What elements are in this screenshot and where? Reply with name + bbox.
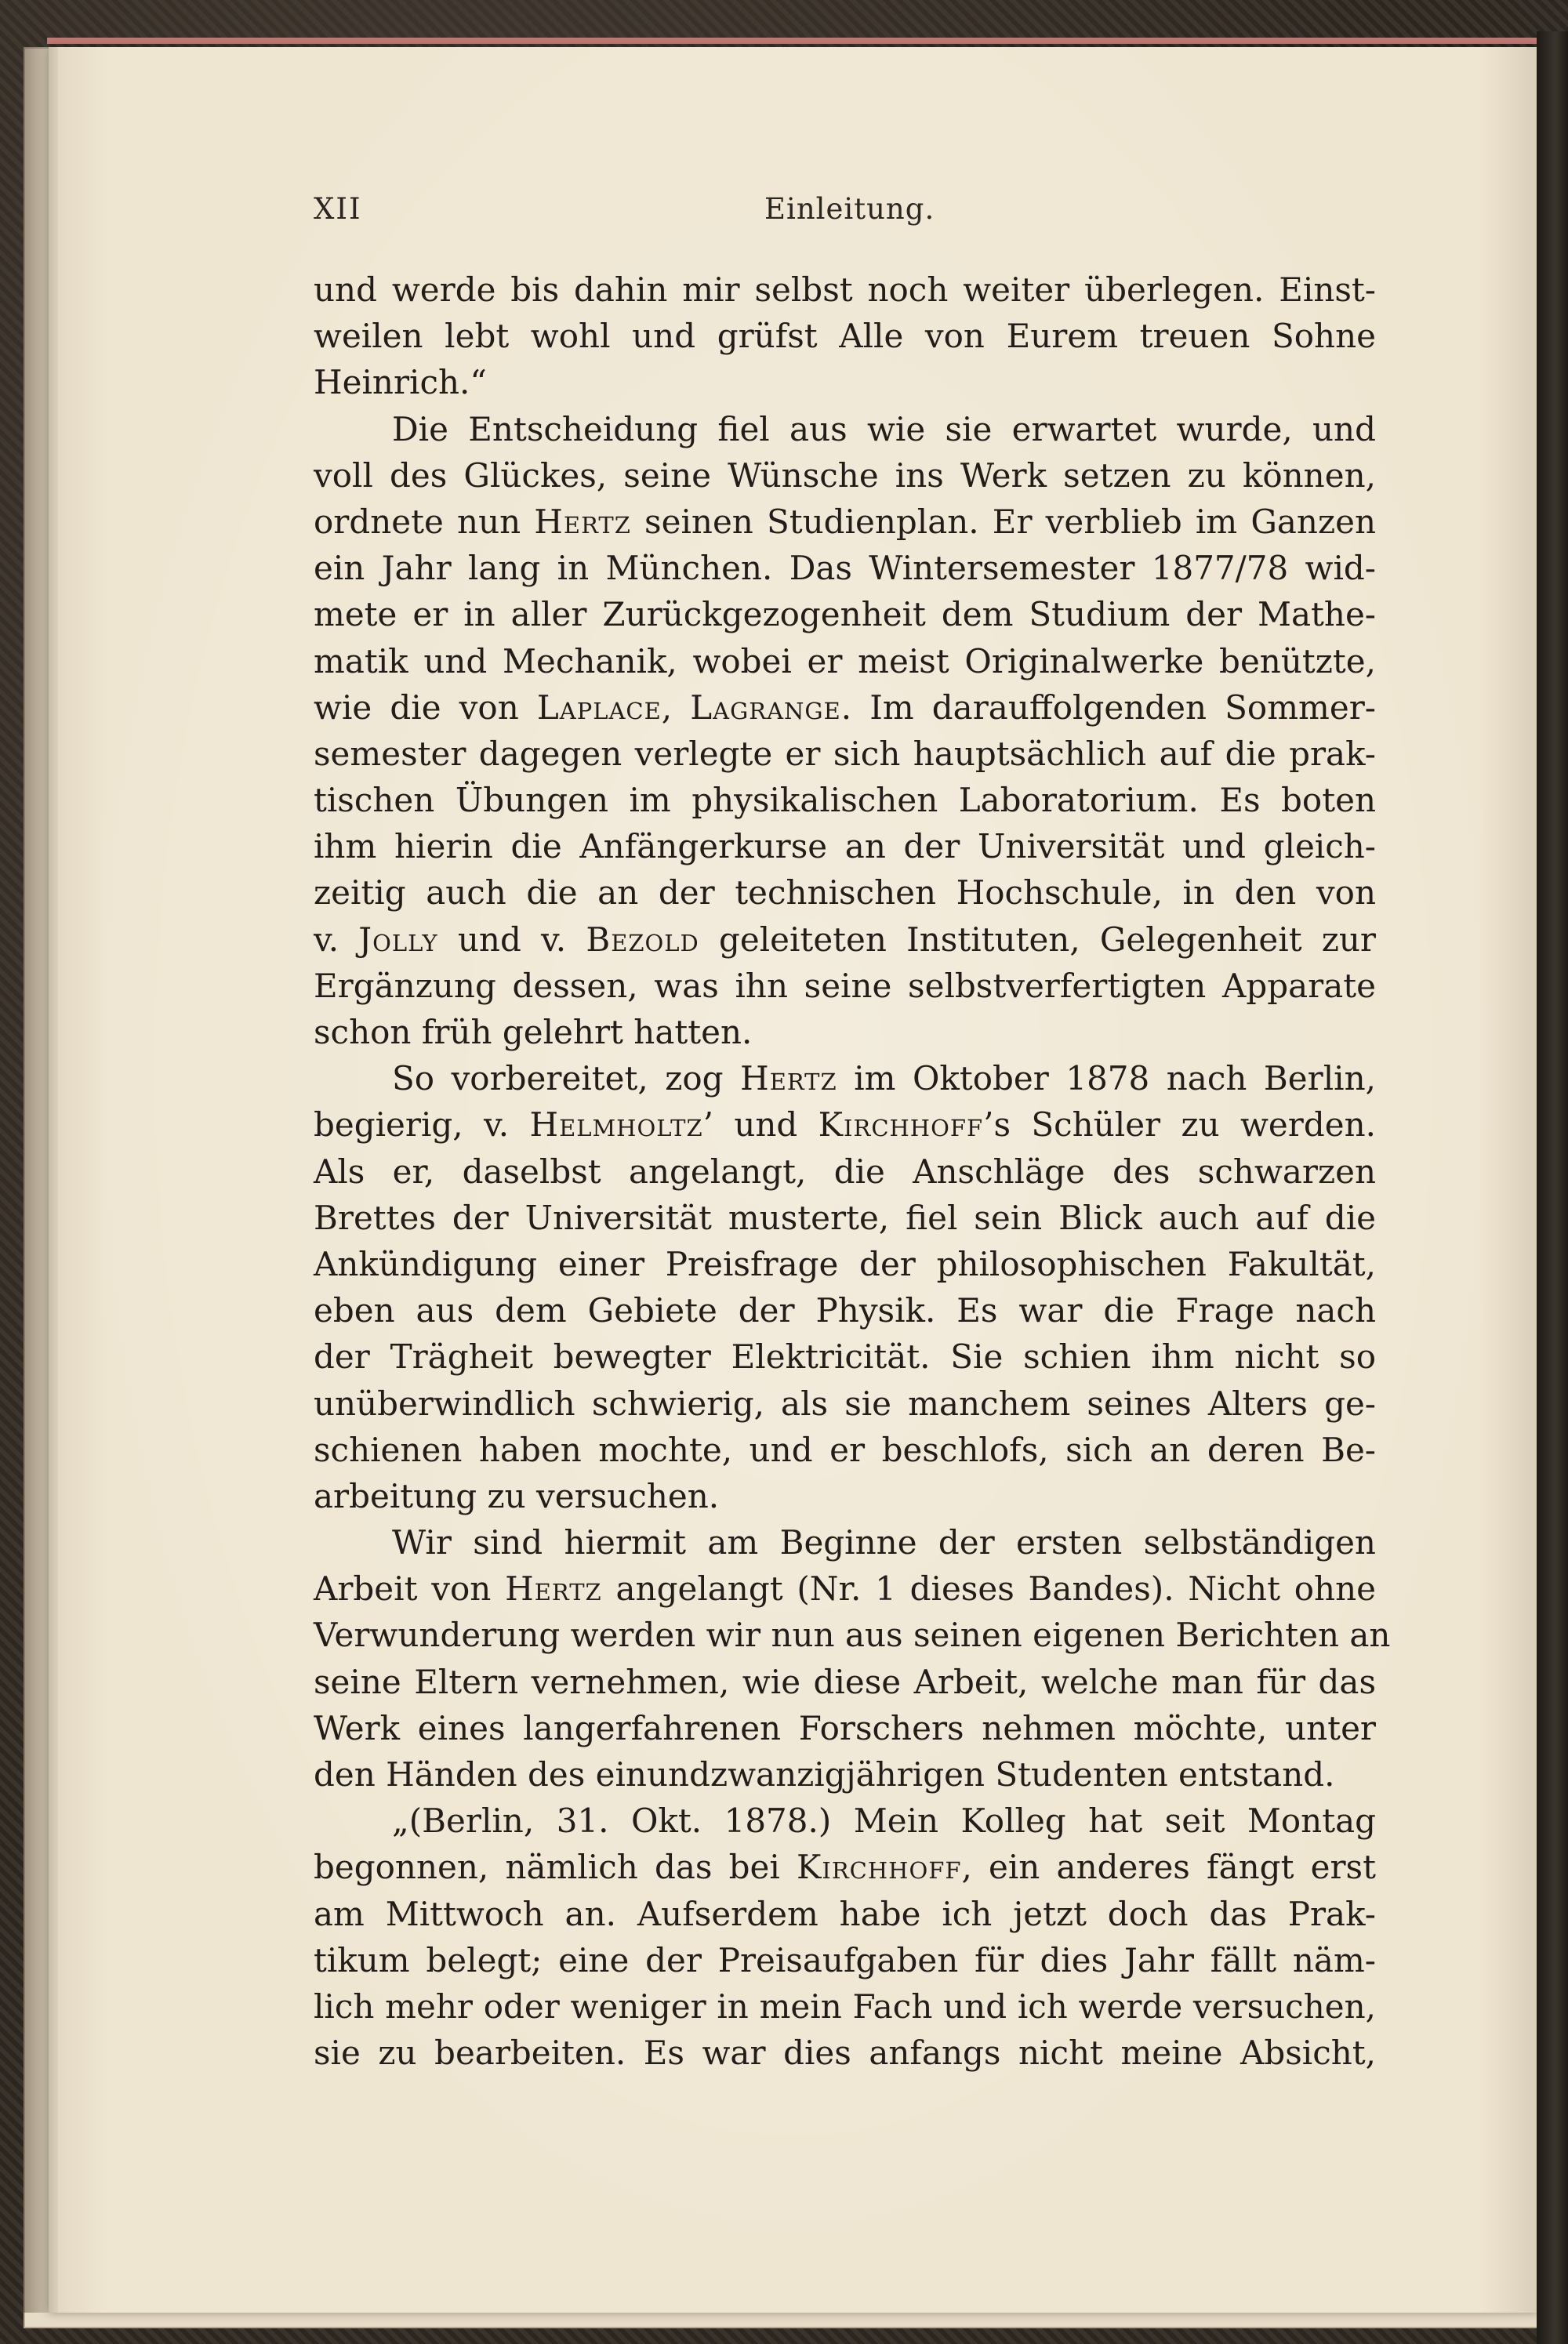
text-line (314, 1705, 1376, 1751)
text-segment: angelangt (Nr. 1 dieses Bandes). Nicht ohne (601, 1569, 1376, 1609)
text-segment: ein Jahr lang in München. Das Wintersemester 1877/78 wid- (314, 549, 1376, 588)
text-line (314, 267, 1376, 313)
text-segment: Verwunderung werden wir nun aus seinen eigenen Berichten an (314, 1616, 1391, 1655)
text-line (314, 1287, 1376, 1333)
person-name: Helmholtz (529, 1105, 703, 1145)
text-segment: matik und Mechanik, wobei er meist Originalwerke benützte, (314, 641, 1376, 680)
person-name: Lagrange (690, 688, 841, 727)
text-segment: unüberwindlich schwierig, als sie manchem seines Alters ge- (314, 1384, 1376, 1423)
text-segment: So vorbereitet, zog (392, 1059, 741, 1098)
text-line (314, 731, 1376, 777)
text-segment: ihm hierin die Anfängerkurse an der Universität und gleich- (314, 827, 1376, 866)
person-name: Hertz (534, 502, 631, 541)
text-segment: und v. (437, 920, 586, 959)
text-line (314, 638, 1376, 684)
text-segment: ’s Schüler zu werden. (983, 1105, 1376, 1145)
text-segment: , (661, 688, 691, 727)
text-line (314, 313, 1376, 359)
text-line (314, 2030, 1376, 2076)
text-segment: schienen haben mochte, und er beschlofs, sich an deren Be- (314, 1430, 1376, 1469)
person-name: Hertz (505, 1569, 602, 1609)
body-text (314, 267, 1391, 2076)
running-head (314, 192, 1411, 239)
page-number: XII (314, 192, 362, 226)
text-segment: begierig, v. (314, 1105, 530, 1145)
page-gutter-shadow (24, 47, 58, 2313)
text-segment: Ankündigung einer Preisfrage der philosophischen Fakultät, (314, 1244, 1376, 1283)
person-name: Kirchhoff (818, 1105, 984, 1145)
person-name: Jolly (358, 920, 438, 959)
text-line (314, 591, 1376, 637)
text-line (314, 1101, 1376, 1148)
text-segment: Brettes der Universität musterte, fiel sein Blick auch auf die (314, 1198, 1376, 1237)
text-segment: weilen lebt wohl und grüfst Alle von Eurem treuen Sohne (314, 317, 1376, 356)
text-segment: und werde bis dahin mir selbst noch weiter überlegen. Einst- (314, 270, 1376, 309)
text-segment: der Trägheit bewegter Elektricität. Sie schien ihm nicht so (314, 1337, 1376, 1377)
text-segment: Ergänzung dessen, was ihn seine selbstverfertigten Apparate (314, 966, 1376, 1005)
person-name: Bezold (586, 920, 699, 959)
text-line (314, 1055, 1376, 1101)
text-segment: Arbeit von (314, 1569, 506, 1609)
text-line (314, 1937, 1376, 1983)
text-segment: Werk eines langerfahrenen Forschers nehmen möchte, unter (314, 1708, 1376, 1747)
text-line (314, 1566, 1376, 1612)
text-segment: arbeitung zu versuchen. (314, 1476, 720, 1515)
text-line (314, 359, 1376, 405)
text-segment: ’ und (702, 1105, 818, 1145)
text-line (314, 1798, 1376, 1844)
text-segment: im Oktober 1878 nach Berlin, (837, 1059, 1376, 1098)
text-segment: seinen Studienplan. Er verblieb im Ganzen (630, 502, 1376, 541)
text-segment: Die Entscheidung fiel aus wie sie erwartet wurde, und (392, 409, 1376, 448)
running-title: Einleitung. (764, 192, 935, 226)
text-line (314, 1519, 1376, 1566)
text-line (314, 1427, 1376, 1473)
text-segment: „(Berlin, 31. Okt. 1878.) Mein Kolleg hat seit Montag (392, 1802, 1376, 1841)
text-line (314, 1241, 1376, 1287)
text-segment: begonnen, nämlich das bei (314, 1848, 797, 1887)
text-segment: Heinrich.“ (314, 363, 487, 402)
book-binding (1537, 31, 1568, 2344)
text-segment: tikum belegt; eine der Preisaufgaben für dies Jahr fällt näm- (314, 1940, 1376, 1979)
text-line (314, 406, 1376, 452)
text-line (314, 1333, 1376, 1380)
person-name: Laplace (536, 688, 662, 727)
text-segment: wie die von (314, 688, 537, 727)
red-page-edge (47, 38, 1537, 44)
text-line (314, 1659, 1376, 1705)
text-segment: voll des Glückes, seine Wünsche ins Werk setzen zu können, (314, 455, 1376, 495)
text-line (314, 1195, 1376, 1241)
person-name: Hertz (740, 1059, 837, 1098)
text-line (314, 777, 1376, 823)
text-segment: Wir sind hiermit am Beginne der ersten selbständigen (392, 1523, 1376, 1562)
text-line (314, 1983, 1376, 2030)
text-line (314, 1612, 1391, 1658)
text-segment: lich mehr oder weniger in mein Fach und ich werde versuchen, (314, 1987, 1376, 2026)
text-line (314, 1751, 1376, 1798)
text-line (314, 545, 1376, 591)
text-line (314, 499, 1376, 545)
text-segment: tischen Übungen im physikalischen Laboratorium. Es boten (314, 781, 1376, 820)
text-segment: am Mittwoch an. Aufserdem habe ich jetzt doch das Prak- (314, 1894, 1376, 1933)
text-line (314, 963, 1376, 1009)
text-line (314, 823, 1376, 869)
text-segment: geleiteten Instituten, Gelegenheit zur (699, 920, 1377, 959)
text-segment: Als er, daselbst angelangt, die Anschläge des schwarzen (314, 1152, 1376, 1191)
text-line (314, 1844, 1376, 1890)
text-segment: schon früh gelehrt hatten. (314, 1013, 753, 1051)
text-line (314, 1891, 1376, 1937)
text-line (314, 452, 1376, 499)
text-segment: semester dagegen verlegte er sich hauptsächlich auf die prak- (314, 734, 1376, 773)
text-segment: v. (314, 920, 359, 959)
text-line (314, 1009, 1376, 1055)
text-segment: seine Eltern vernehmen, wie diese Arbeit, welche man für das (314, 1662, 1376, 1701)
text-segment: eben aus dem Gebiete der Physik. Es war die Frage nach (314, 1291, 1376, 1330)
text-line (314, 1473, 1376, 1519)
text-line (314, 684, 1376, 731)
text-segment: sie zu bearbeiten. Es war dies anfangs nicht meine Absicht, (314, 2034, 1376, 2073)
text-line (314, 916, 1376, 963)
text-segment: mete er in aller Zurückgezogenheit dem Studium der Mathe- (314, 595, 1376, 634)
text-line (314, 1148, 1376, 1195)
text-segment: den Händen des einundzwanzigjährigen Studenten entstand. (314, 1755, 1335, 1794)
text-line (314, 1381, 1376, 1427)
text-segment: , ein anderes fängt erst (961, 1848, 1376, 1887)
person-name: Kirchhoff (797, 1848, 962, 1887)
text-segment: zeitig auch die an der technischen Hochschule, in den von (314, 873, 1376, 913)
text-line (314, 869, 1376, 916)
text-segment: . Im darauffolgenden Sommer- (840, 688, 1376, 727)
text-segment: ordnete nun (314, 502, 535, 541)
